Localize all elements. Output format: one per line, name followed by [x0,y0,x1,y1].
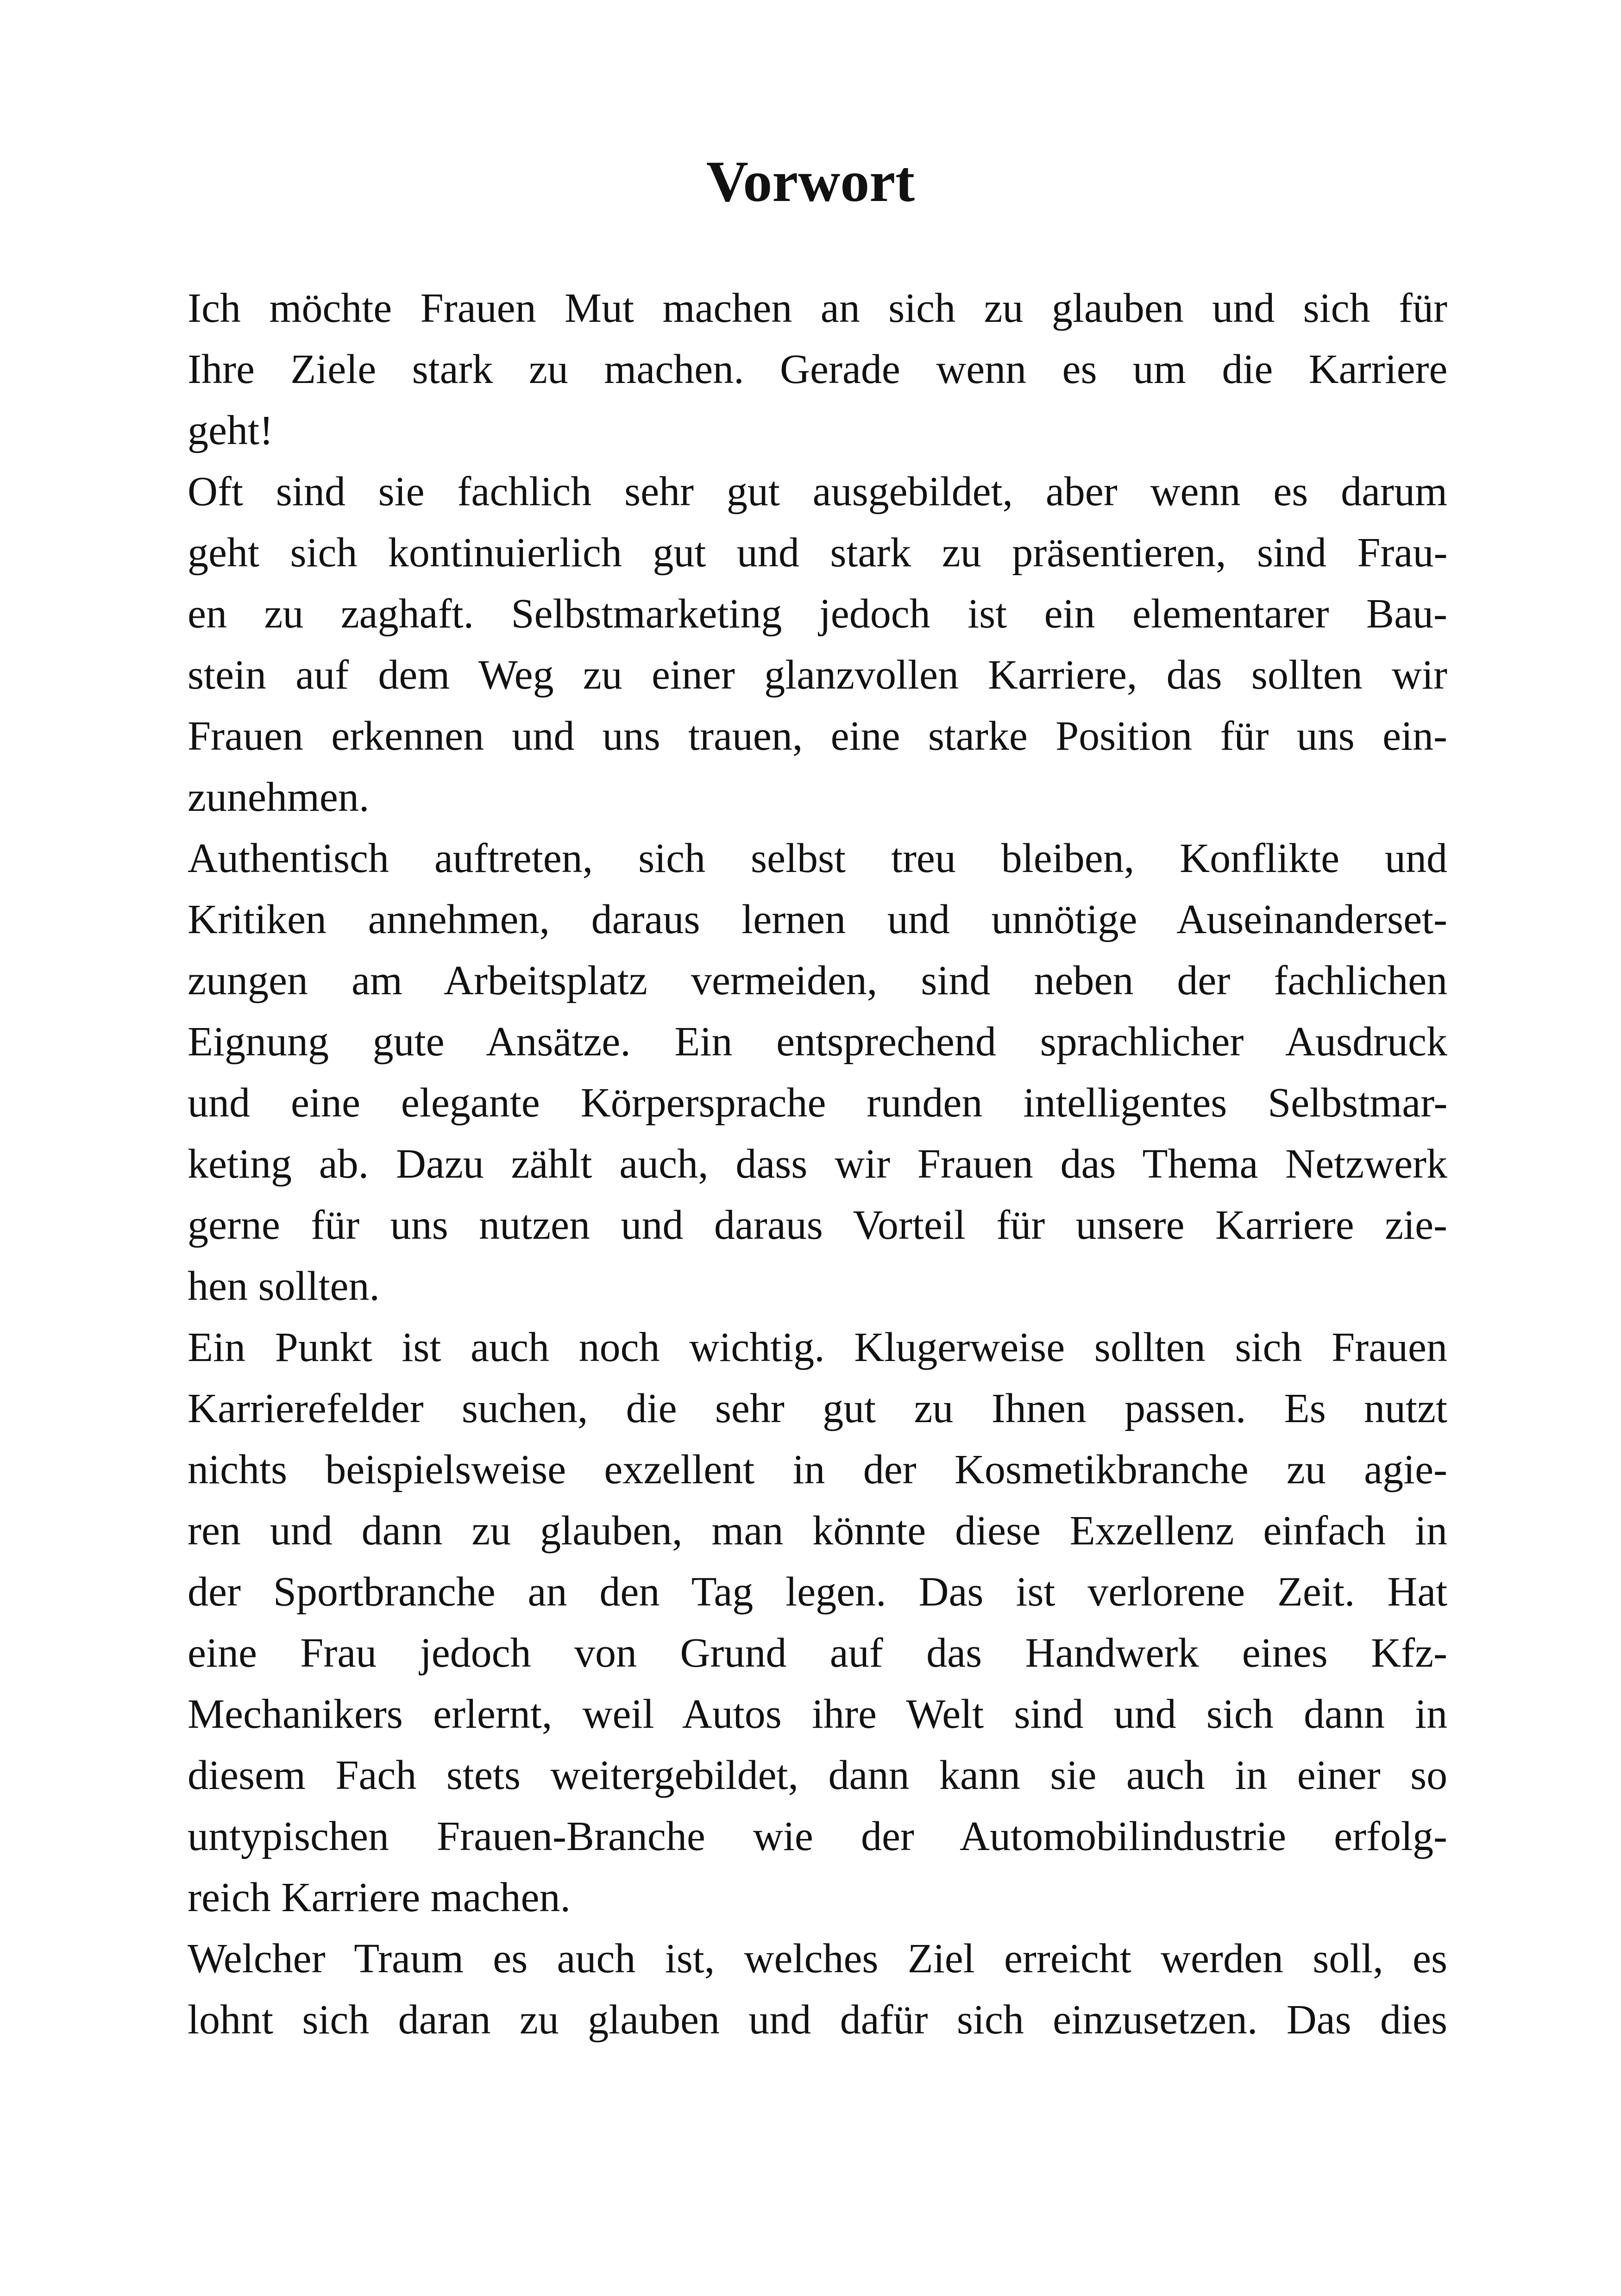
text-line: Welcher Traum es auch ist, welches Ziel erreicht werden soll, es [188,1936,1447,1982]
text-line: nichts beispielsweise exzellent in der Kosmetikbranche zu agie- [188,1447,1447,1493]
text-line: Eignung gute Ansätze. Ein entsprechend sprachlicher Ausdruck [188,1019,1447,1065]
text-line: geht! [188,408,273,453]
text-line: geht sich kontinuierlich gut und stark zu präsentieren, sind Frau- [188,530,1447,576]
text-line: Ihre Ziele stark zu machen. Gerade wenn es um die Karriere [188,346,1447,392]
text-line: Frauen erkennen und uns trauen, eine starke Position für uns ein- [188,713,1447,759]
text-line: und eine elegante Körpersprache runden intelligentes Selbstmar- [188,1080,1447,1126]
body-text [188,278,1447,2051]
page-title: Vorwort [706,150,915,214]
text-line: Kritiken annehmen, daraus lernen und unnötige Auseinanderset- [188,897,1447,942]
text-line: hen sollten. [188,1263,380,1309]
text-line: reich Karriere machen. [188,1875,571,1920]
text-line: stein auf dem Weg zu einer glanzvollen Karriere, das sollten wir [188,652,1447,698]
text-line: Mechanikers erlernt, weil Autos ihre Welt sind und sich dann in [188,1691,1447,1737]
text-line: Karrierefelder suchen, die sehr gut zu Ihnen passen. Es nutzt [188,1386,1447,1431]
text-line: der Sportbranche an den Tag legen. Das ist verlorene Zeit. Hat [188,1569,1447,1615]
text-line: Authentisch auftreten, sich selbst treu bleiben, Konflikte und [188,835,1447,881]
text-line: Ich möchte Frauen Mut machen an sich zu glauben und sich für [188,285,1447,331]
text-line: en zu zaghaft. Selbstmarketing jedoch ist ein elementarer Bau- [188,591,1447,637]
text-line: lohnt sich daran zu glauben und dafür sich einzusetzen. Das dies [188,1997,1447,2043]
text-line: ren und dann zu glauben, man könnte diese Exzellenz einfach in [188,1508,1447,1554]
text-line: Oft sind sie fachlich sehr gut ausgebildet, aber wenn es darum [188,469,1447,514]
text-line: eine Frau jedoch von Grund auf das Handwerk eines Kfz- [188,1630,1447,1676]
text-line: gerne für uns nutzen und daraus Vorteil für unsere Karriere zie- [188,1202,1447,1248]
text-line: Ein Punkt ist auch noch wichtig. Klugerweise sollten sich Frauen [188,1324,1447,1370]
text-line: zungen am Arbeitsplatz vermeiden, sind neben der fachlichen [188,958,1447,1004]
text-line: untypischen Frauen-Branche wie der Automobilindustrie erfolg- [188,1813,1447,1859]
text-line: zunehmen. [188,774,370,820]
text-line: diesem Fach stets weitergebildet, dann kann sie auch in einer so [188,1752,1447,1798]
text-line: keting ab. Dazu zählt auch, dass wir Frauen das Thema Netzwerk [188,1141,1447,1187]
